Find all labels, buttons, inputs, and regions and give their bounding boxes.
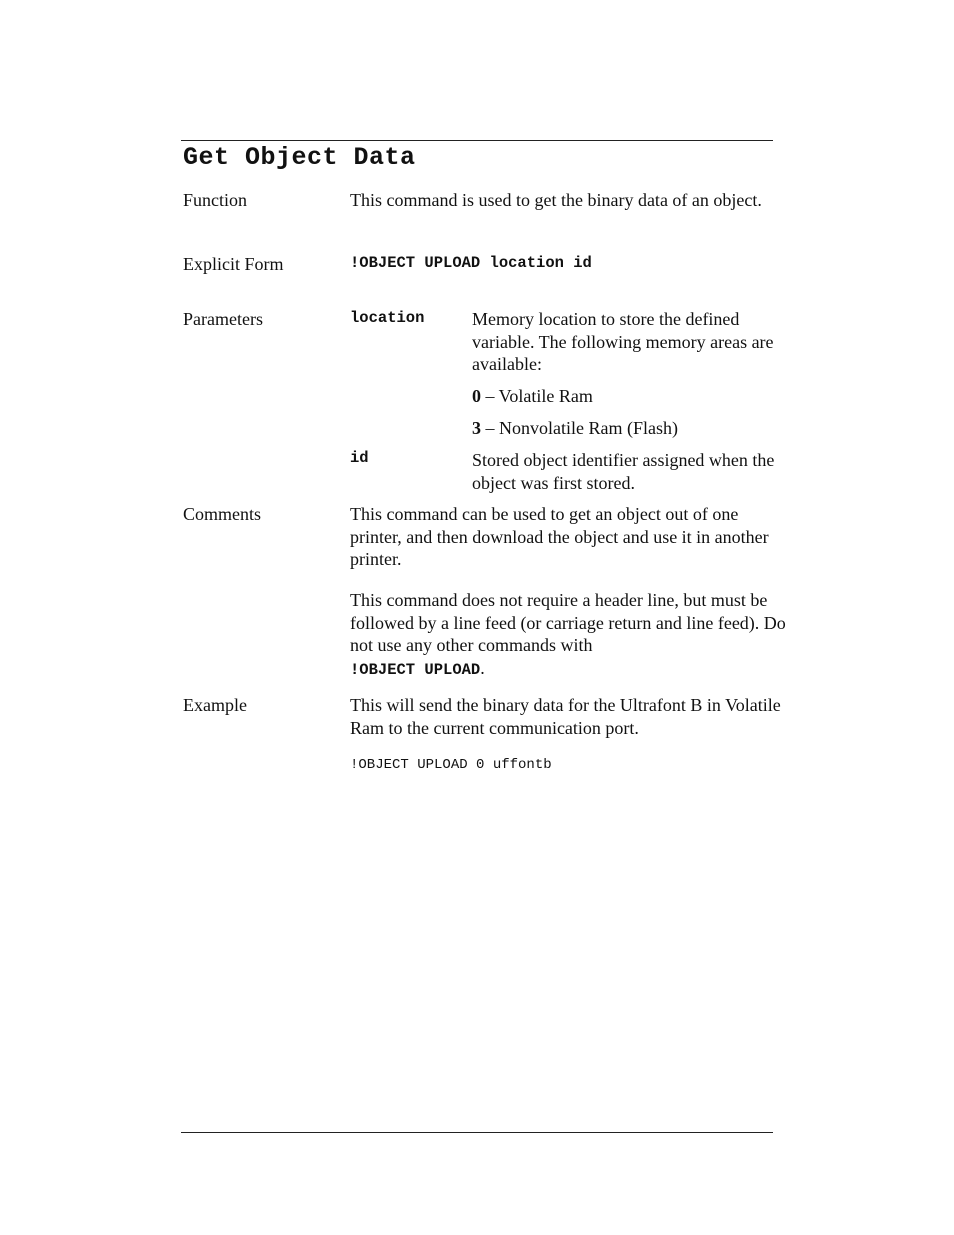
parameters-label: Parameters <box>183 309 263 329</box>
comments-period: . <box>480 657 485 678</box>
example-code: !OBJECT UPLOAD 0 uffontb <box>350 757 552 773</box>
explicit-form-label: Explicit Form <box>183 254 284 274</box>
param-location-option-0 <box>472 385 786 408</box>
function-label: Function <box>183 190 248 210</box>
explicit-form-code: !OBJECT UPLOAD location id <box>350 254 592 272</box>
comments-label: Comments <box>183 504 262 524</box>
option-value: 3 <box>472 418 481 438</box>
comments-paragraph-1: This command can be used to get an object out of one printer, and then download the object and use it in another printer. <box>350 504 769 569</box>
function-text: This command is used to get the binary data of an object. <box>350 190 762 210</box>
param-id-description: Stored object identifier assigned when the object was first stored. <box>472 450 775 493</box>
param-location-description: Memory location to store the defined variable. The following memory areas are available: <box>472 309 774 374</box>
example-label: Example <box>183 695 247 715</box>
param-location-name: location <box>350 309 425 327</box>
bottom-rule <box>181 1132 773 1133</box>
example-text: This will send the binary data for the Ultrafont B in Volatile Ram to the current communication port. <box>350 695 781 738</box>
option-value: 0 <box>472 386 481 406</box>
comments-paragraph-2 <box>350 589 786 681</box>
param-location-option-3 <box>472 417 786 440</box>
comments-paragraph-2-text: This command does not require a header line, but must be followed by a line feed (or carriage return and line feed). Do not use any other commands with <box>350 590 786 655</box>
param-id-name: id <box>350 449 369 467</box>
option-text: – Volatile Ram <box>481 386 593 406</box>
option-text: – Nonvolatile Ram (Flash) <box>481 418 678 438</box>
comments-inline-code: !OBJECT UPLOAD <box>350 660 481 679</box>
page-title: Get Object Data <box>183 143 416 172</box>
top-rule <box>181 140 773 141</box>
